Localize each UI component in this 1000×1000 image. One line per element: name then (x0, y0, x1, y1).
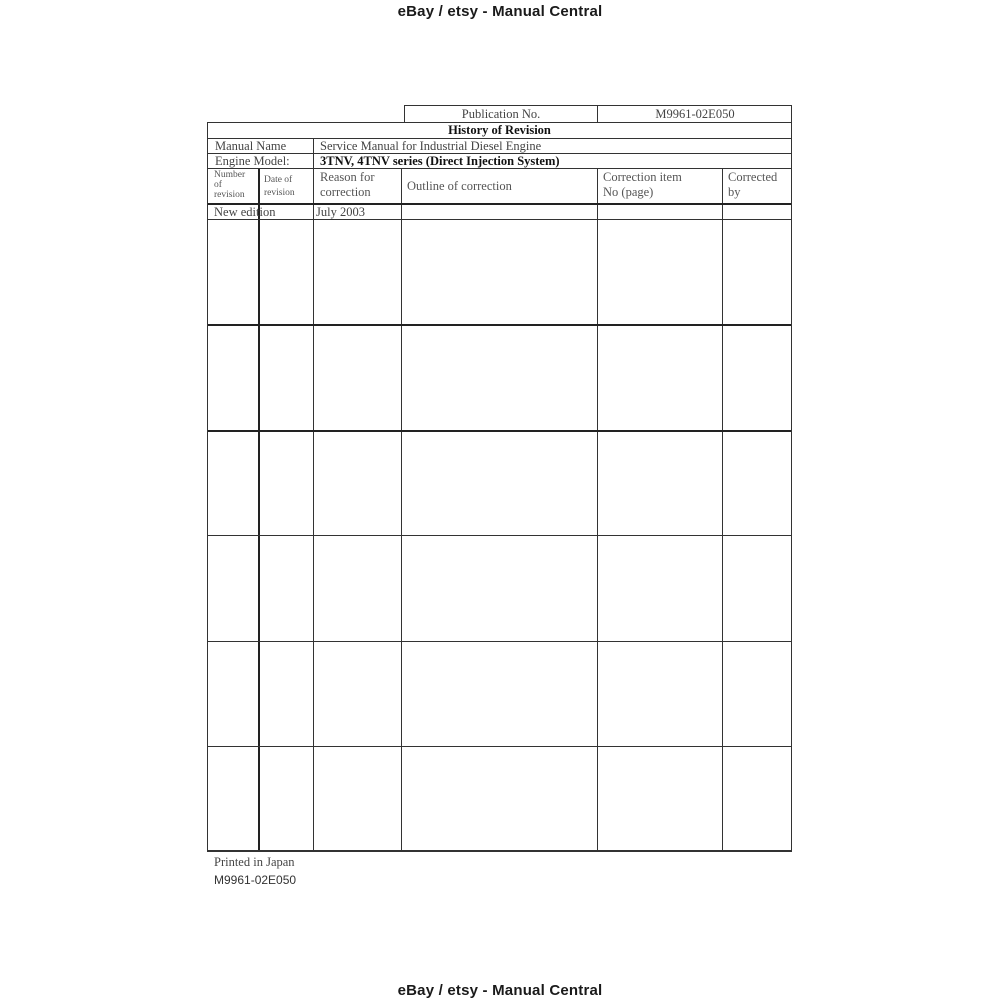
col-number-line-3: revision (214, 190, 245, 200)
manual-name-label: Manual Name (208, 139, 314, 153)
revision-table (207, 168, 792, 852)
col-number-line-1: Number (214, 170, 246, 180)
manual-name-value: Service Manual for Industrial Diesel Engine (320, 139, 542, 153)
banner-top: eBay / etsy - Manual Central (397, 3, 603, 20)
entry-number-of-revision: New edition (214, 205, 276, 219)
engine-model-row (207, 153, 792, 168)
footer-publication-code: M9961-02E050 (214, 873, 297, 887)
column-header-correction-item (603, 170, 682, 200)
col-reason-line-1: Reason for (320, 170, 375, 184)
banner-bottom: eBay / etsy - Manual Central (397, 982, 603, 999)
manual-name-row (207, 138, 792, 153)
printed-in-japan: Printed in Japan (214, 855, 295, 869)
col-number-line-2: of (214, 180, 222, 190)
col-date-line-2: revision (264, 188, 295, 198)
entry-date-of-revision: July 2003 (316, 205, 365, 219)
publication-box (404, 105, 792, 122)
publication-number: M9961-02E050 (655, 107, 735, 121)
col-item-line-1: Correction item (603, 170, 682, 184)
history-of-revision-title: History of Revision (207, 122, 792, 138)
column-header-reason-for-correction (320, 170, 375, 200)
column-header-corrected-by (728, 170, 777, 200)
engine-model-label: Engine Model: (208, 154, 314, 168)
col-by-line-2: by (728, 185, 741, 199)
column-header-date-of-revision (264, 175, 295, 198)
engine-model-value: 3TNV, 4TNV series (Direct Injection System) (320, 154, 560, 168)
column-header-number-of-revision (214, 170, 245, 200)
col-by-line-1: Corrected (728, 170, 778, 184)
col-item-line-2: No (page) (603, 185, 654, 199)
column-header-outline-of-correction: Outline of correction (407, 179, 512, 193)
publication-label: Publication No. (405, 106, 598, 123)
col-date-line-1: Date of (264, 175, 293, 185)
col-reason-line-2: correction (320, 185, 371, 199)
